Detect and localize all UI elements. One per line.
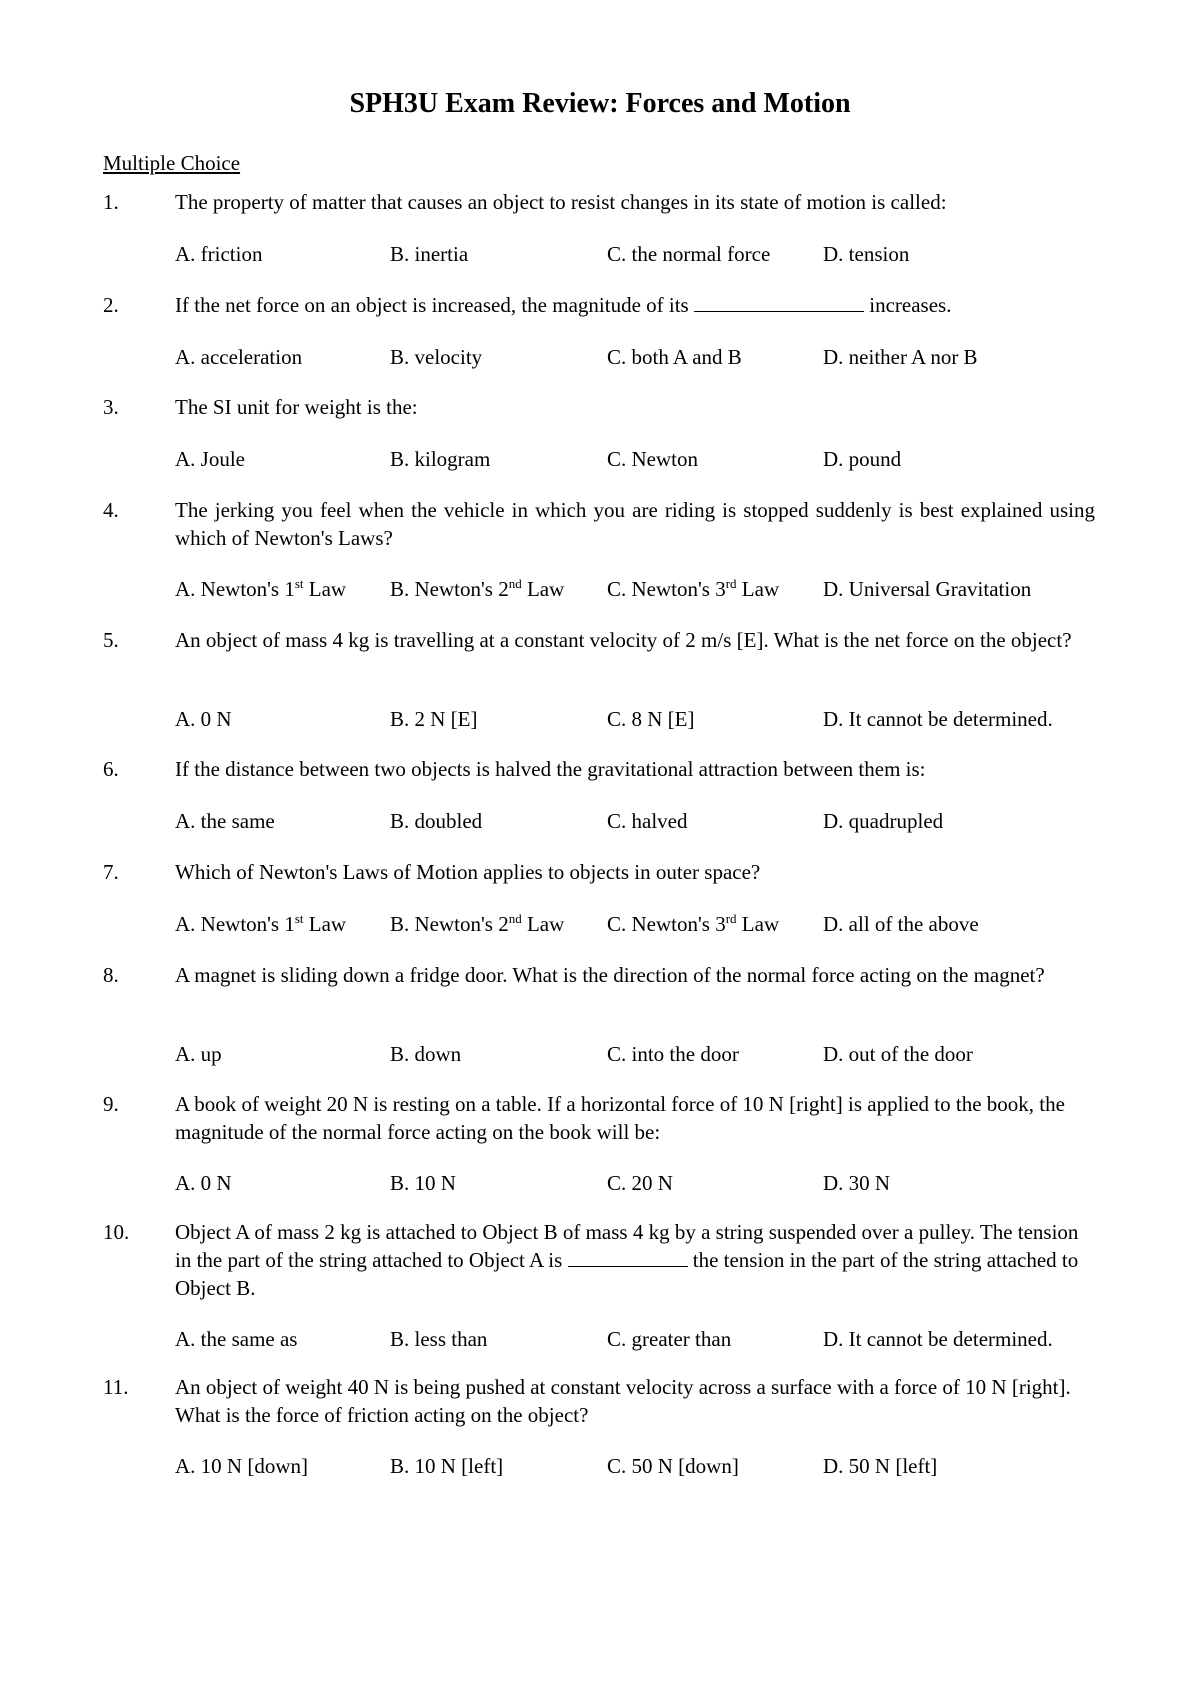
- question-number: 4.: [103, 498, 119, 522]
- question-number: 11.: [103, 1375, 129, 1399]
- option-b[interactable]: B. Newton's 2nd Law: [390, 911, 565, 936]
- question-number: 6.: [103, 757, 119, 781]
- question-text: The jerking you feel when the vehicle in which you are riding is stopped suddenly is best explained using which of Newton's Laws?: [175, 498, 1095, 550]
- option-b[interactable]: B. kilogram: [390, 447, 491, 471]
- question-text: The property of matter that causes an object to resist changes in its state of motion is called:: [175, 190, 947, 214]
- answer-options: [175, 1452, 1115, 1480]
- option-c[interactable]: C. Newton's 3rd Law: [607, 576, 780, 601]
- option-d[interactable]: D. out of the door: [823, 1042, 973, 1066]
- question-text: [175, 291, 1095, 319]
- option-c[interactable]: C. both A and B: [607, 345, 742, 369]
- section-heading: Multiple Choice: [103, 151, 241, 175]
- option-b[interactable]: B. 10 N: [390, 1171, 456, 1195]
- question-text: The SI unit for weight is the:: [175, 395, 418, 419]
- option-b[interactable]: B. down: [390, 1042, 462, 1066]
- option-c[interactable]: C. Newton's 3rd Law: [607, 911, 780, 936]
- option-a[interactable]: A. 0 N: [175, 707, 232, 731]
- option-d[interactable]: D. 30 N: [823, 1171, 891, 1195]
- page-title: SPH3U Exam Review: Forces and Motion: [349, 88, 851, 119]
- option-a[interactable]: A. up: [175, 1042, 222, 1066]
- option-b[interactable]: B. velocity: [390, 345, 483, 369]
- question-number: 1.: [103, 190, 119, 214]
- option-d[interactable]: D. all of the above: [823, 912, 979, 936]
- option-b[interactable]: B. inertia: [390, 242, 469, 266]
- answer-options: [175, 910, 1115, 938]
- question-text-after: the tension in the part of the string attached to Object B.: [175, 1248, 1079, 1300]
- option-c[interactable]: C. 8 N [E]: [607, 707, 695, 731]
- answer-options: [175, 1325, 1115, 1353]
- question-text-before: Object A of mass 2 kg is attached to Object B of mass 4 kg by a string suspended over a pulley. The tension in the part of the string attached to Object A is: [175, 1220, 1079, 1272]
- question-number: 2.: [103, 293, 119, 317]
- option-a[interactable]: A. friction: [175, 242, 263, 266]
- option-d[interactable]: D. neither A nor B: [823, 345, 978, 369]
- answer-options: [175, 807, 1115, 835]
- question-number: 7.: [103, 860, 119, 884]
- option-a[interactable]: A. 10 N [down]: [175, 1454, 308, 1478]
- question-text: An object of mass 4 kg is travelling at a constant velocity of 2 m/s [E]. What is the net force on the object?: [175, 628, 1072, 652]
- option-b[interactable]: B. less than: [390, 1327, 488, 1351]
- option-a[interactable]: A. Newton's 1st Law: [175, 576, 347, 601]
- question-text-before: If the net force on an object is increased, the magnitude of its: [175, 293, 689, 317]
- option-c[interactable]: C. Newton: [607, 447, 698, 471]
- option-b[interactable]: B. 2 N [E]: [390, 707, 478, 731]
- option-b[interactable]: B. doubled: [390, 809, 483, 833]
- question-text: Which of Newton's Laws of Motion applies to objects in outer space?: [175, 860, 761, 884]
- question-text: A magnet is sliding down a fridge door. What is the direction of the normal force acting on the magnet?: [175, 963, 1045, 987]
- option-d[interactable]: D. pound: [823, 447, 902, 471]
- option-d[interactable]: D. tension: [823, 242, 910, 266]
- option-b[interactable]: B. Newton's 2nd Law: [390, 576, 565, 601]
- option-a[interactable]: A. acceleration: [175, 345, 303, 369]
- answer-blank: [694, 291, 864, 312]
- question-number: 5.: [103, 628, 119, 652]
- option-d[interactable]: D. It cannot be determined.: [823, 707, 1053, 731]
- question-text-after: increases.: [869, 293, 952, 317]
- question-text: If the distance between two objects is halved the gravitational attraction between them is:: [175, 757, 926, 781]
- option-c[interactable]: C. 50 N [down]: [607, 1454, 739, 1478]
- option-d[interactable]: D. Universal Gravitation: [823, 577, 1032, 601]
- answer-options: [175, 575, 1115, 603]
- option-c[interactable]: C. greater than: [607, 1327, 732, 1351]
- question-text: An object of weight 40 N is being pushed at constant velocity across a surface with a force of 10 N [right]. What is the force of friction acting on the object?: [175, 1375, 1071, 1427]
- option-a[interactable]: A. the same: [175, 809, 275, 833]
- option-d[interactable]: D. 50 N [left]: [823, 1454, 938, 1478]
- question-number: 8.: [103, 963, 119, 987]
- option-d[interactable]: D. It cannot be determined.: [823, 1327, 1053, 1351]
- question-text: [175, 1218, 1095, 1302]
- question-number: 9.: [103, 1092, 119, 1116]
- option-c[interactable]: C. the normal force: [607, 242, 771, 266]
- option-c[interactable]: C. into the door: [607, 1042, 739, 1066]
- answer-options: [175, 705, 1115, 733]
- question-text: A book of weight 20 N is resting on a table. If a horizontal force of 10 N [right] is applied to the book, the magnitude of the normal force acting on the book will be:: [175, 1092, 1065, 1144]
- option-b[interactable]: B. 10 N [left]: [390, 1454, 504, 1478]
- option-a[interactable]: A. Joule: [175, 447, 245, 471]
- answer-options: [175, 1169, 1115, 1197]
- answer-blank: [568, 1246, 688, 1267]
- option-a[interactable]: A. 0 N: [175, 1171, 232, 1195]
- option-a[interactable]: A. the same as: [175, 1327, 298, 1351]
- answer-options: [175, 240, 1115, 268]
- option-c[interactable]: C. 20 N: [607, 1171, 673, 1195]
- answer-options: [175, 445, 1115, 473]
- answer-options: [175, 1040, 1115, 1068]
- option-d[interactable]: D. quadrupled: [823, 809, 944, 833]
- question-number: 3.: [103, 395, 119, 419]
- question-number: 10.: [103, 1220, 130, 1244]
- answer-options: [175, 343, 1115, 371]
- option-c[interactable]: C. halved: [607, 809, 688, 833]
- option-a[interactable]: A. Newton's 1st Law: [175, 911, 347, 936]
